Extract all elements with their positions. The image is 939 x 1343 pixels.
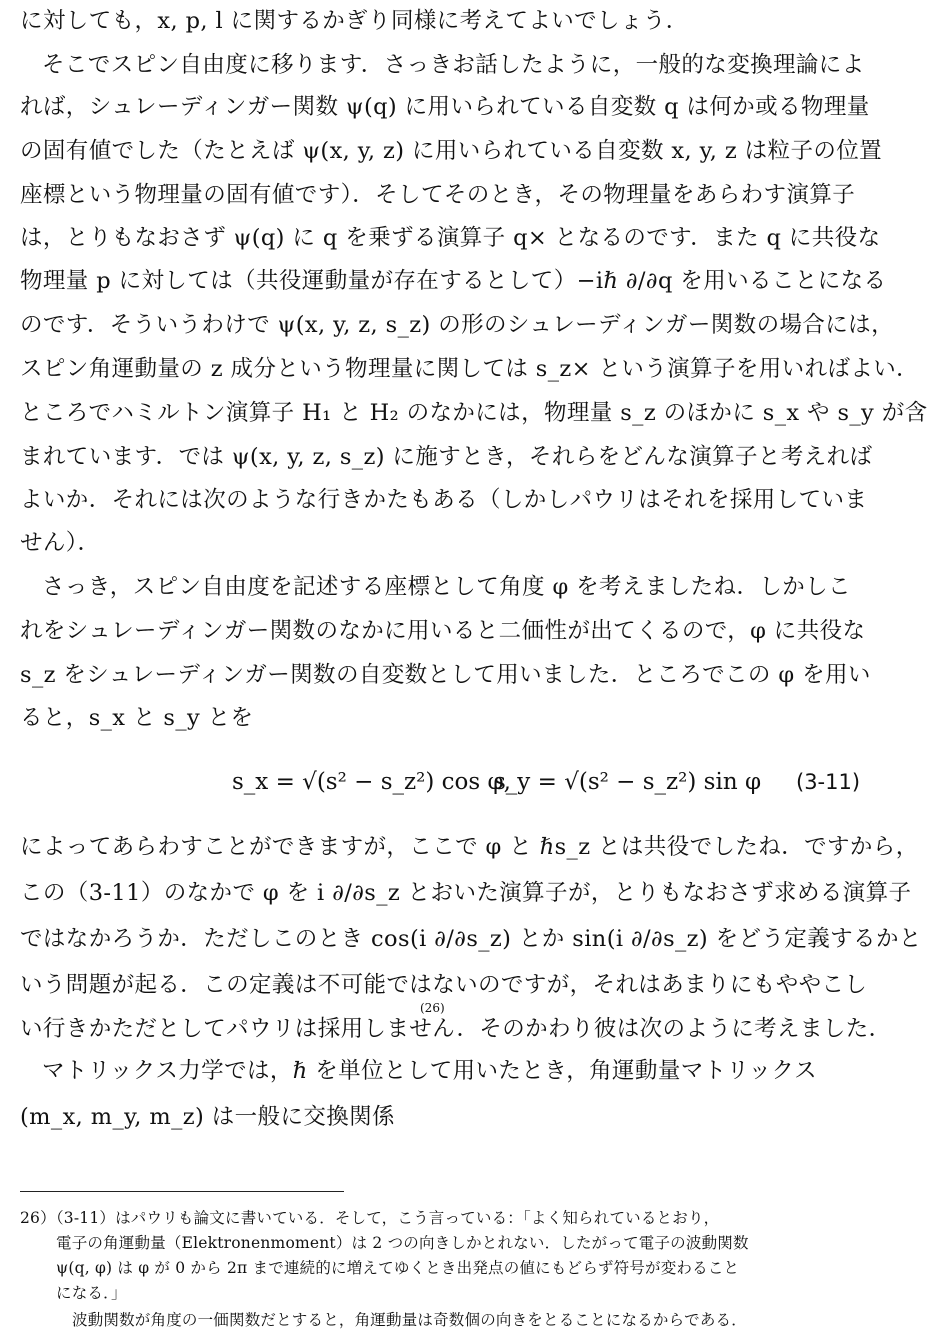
- footnote-line: ψ(q, φ) は φ が 0 から 2π まで連続的に増えてゆくとき出発点の値にもどらず符号が変わること: [56, 1259, 740, 1277]
- text-line: s_z をシュレーディンガー関数の自変数として用いました．ところでこの φ を用い: [20, 662, 871, 688]
- text-line: い行きかただとしてパウリは採用しません．そのかわり彼は次のように考えました．: [20, 1016, 892, 1042]
- equation-sy: s_y = √(s² − s_z²) sin φ: [494, 769, 762, 795]
- text-line: 物理量 p に対しては（共役運動量が存在するとして）−iℏ ∂/∂q を用いることになる: [20, 268, 887, 294]
- footnote-marker: (26): [420, 1001, 445, 1015]
- text-line: によってあらわすことができますが，ここで φ と ℏs_z とは共役でしたね．ですから，: [20, 834, 919, 860]
- equation-sx: s_x = √(s² − s_z²) cos φ,: [232, 769, 511, 795]
- equation-3-11: [0, 762, 939, 802]
- text-line: ると，s_x と s_y とを: [20, 705, 254, 731]
- text-line: そこでスピン自由度に移ります．さっきお話したように，一般的な変換理論によ: [42, 52, 865, 78]
- text-line: に対しても，x, p, l に関するかぎり同様に考えてよいでしょう．: [20, 8, 689, 34]
- text-line: よいか．それには次のような行きかたもある（しかしパウリはそれを採用していま: [20, 487, 868, 513]
- text-line: まれています．では ψ(x, y, z, s_z) に施すとき，それらをどんな演算子と考えれば: [20, 444, 873, 470]
- text-line: この（3-11）のなかで φ を i ∂/∂s_z とおいた演算子が，とりもなおさず求める演算子: [20, 880, 912, 906]
- text-line: の固有値でした（たとえば ψ(x, y, z) に用いられている自変数 x, y, z は粒子の位置: [20, 138, 883, 164]
- footnote-line: になる．」: [56, 1284, 127, 1302]
- text-line: (m_x, m_y, m_z) は一般に交換関係: [20, 1104, 395, 1130]
- footnote-line: 電子の角運動量（Elektronenmoment）は 2 つの向きしかとれない．したがって電子の波動関数: [56, 1234, 749, 1252]
- text-line: ではなかろうか．ただしこのとき cos(i ∂/∂s_z) とか sin(i ∂/∂s_z) をどう定義するかと: [20, 926, 922, 952]
- equation-number: (3-11): [796, 770, 861, 794]
- text-line: のです．そういうわけで ψ(x, y, z, s_z) の形のシュレーディンガー関数の場合には，: [20, 312, 894, 338]
- text-line: マトリックス力学では，ℏ を単位として用いたとき，角運動量マトリックス: [42, 1058, 817, 1084]
- footnote-line: 波動関数が角度の一価関数だとすると，角運動量は奇数個の向きをとることになるからである．: [72, 1311, 747, 1329]
- text-line: は，とりもなおさず ψ(q) に q を乗ずる演算子 q× となるのです．また q に共役な: [20, 225, 881, 251]
- text-line: 座標という物理量の固有値です）．そしてそのとき，その物理量をあらわす演算子: [20, 182, 856, 208]
- footnote-divider: [20, 1191, 344, 1192]
- text-line: スピン角運動量の z 成分という物理量に関しては s_z× という演算子を用いればよい．: [20, 356, 920, 382]
- footnote-line: 26）（3-11）はパウリも論文に書いている．そして，こう言っている：「よく知られているとおり，: [20, 1209, 720, 1227]
- text-line: さっき，スピン自由度を記述する座標として角度 φ を考えましたね．しかしこ: [42, 574, 851, 600]
- text-line: いう問題が起る．この定義は不可能ではないのですが，それはあまりにもややこし: [20, 972, 868, 998]
- text-line: れをシュレーディンガー関数のなかに用いると二価性が出てくるので，φ に共役な: [20, 618, 866, 644]
- text-line: ところでハミルトン演算子 H₁ と H₂ のなかには，物理量 s_z のほかに s_x や s_y が含: [20, 400, 928, 426]
- text-line: れば，シュレーディンガー関数 ψ(q) に用いられている自変数 q は何か或る物理量: [20, 94, 870, 120]
- text-line: せん）．: [20, 530, 101, 556]
